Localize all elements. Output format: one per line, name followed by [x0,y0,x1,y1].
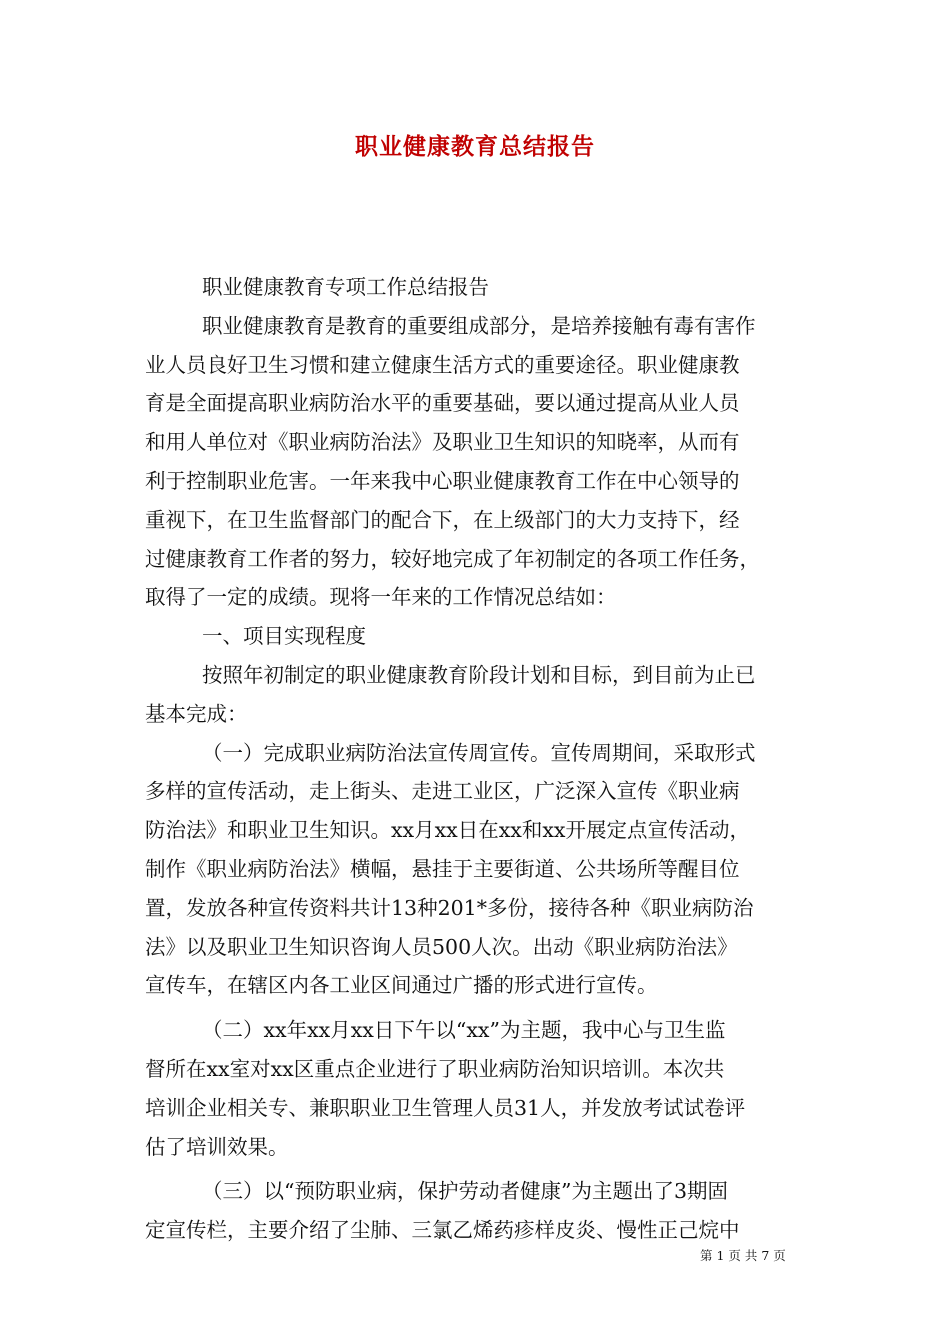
item-three-line: （三）以“预防职业病，保护劳动者健康”为主题出了3期固 [202,1179,729,1204]
item-one-line: （一）完成职业病防治法宣传周宣传。宣传周期间，采取形式 [202,740,756,765]
item-one-line: 置，发放各种宣传资料共计13种201*多份，接待各种《职业病防治 [145,895,754,920]
section-line: 按照年初制定的职业健康教育阶段计划和目标，到目前为止已 [202,662,756,687]
item-two-line: （二）xx年xx月xx日下午以“xx”为主题，我中心与卫生监 [202,1018,726,1043]
item-one-line: 宣传车，在辖区内各工业区间通过广播的形式进行宣传。 [145,973,658,998]
section-line: 基本完成： [145,701,248,726]
item-one-line: 法》以及职业卫生知识咨询人员500人次。出动《职业病防治法》 [145,934,738,959]
intro-line: 重视下，在卫生监督部门的配合下，在上级部门的大力支持下，经 [145,507,740,532]
page-number: 第 1 页 共 7 页 [700,1248,786,1263]
item-two-line: 督所在xx室对xx区重点企业进行了职业病防治知识培训。本次共 [145,1056,725,1081]
intro-line: 取得了一定的成绩。现将一年来的工作情况总结如： [145,585,617,610]
document-title: 职业健康教育总结报告 [355,133,595,160]
item-two-line: 培训企业相关专、兼职职业卫生管理人员31人，并发放考试试卷评 [145,1095,746,1120]
intro-line: 育是全面提高职业病防治水平的重要基础，要以通过提高从业人员 [145,391,740,416]
item-three-line: 定宣传栏，主要介绍了尘肺、三氯乙烯药疹样皮炎、慢性正己烷中 [145,1218,740,1243]
item-two-line: 估了培训效果。 [145,1134,289,1159]
document-body [145,268,807,1250]
intro-line: 职业健康教育是教育的重要组成部分，是培养接触有毒有害作 [202,313,756,338]
section-heading: 一、项目实现程度 [202,624,366,649]
intro-line: 利于控制职业危害。一年来我中心职业健康教育工作在中心领导的 [145,468,740,493]
intro-line: 和用人单位对《职业病防治法》及职业卫生知识的知晓率，从而有 [145,430,740,455]
intro-line: 过健康教育工作者的努力，较好地完成了年初制定的各项工作任务， [145,546,760,571]
item-one-line: 制作《职业病防治法》横幅，悬挂于主要街道、公共场所等醒目位 [145,856,740,881]
intro-line: 业人员良好卫生习惯和建立健康生活方式的重要途径。职业健康教 [145,352,740,377]
item-one-line: 防治法》和职业卫生知识。xx月xx日在xx和xx开展定点宣传活动， [145,818,750,843]
item-one-line: 多样的宣传活动，走上街头、走进工业区，广泛深入宣传《职业病 [145,779,740,804]
subtitle-line: 职业健康教育专项工作总结报告 [202,275,489,299]
